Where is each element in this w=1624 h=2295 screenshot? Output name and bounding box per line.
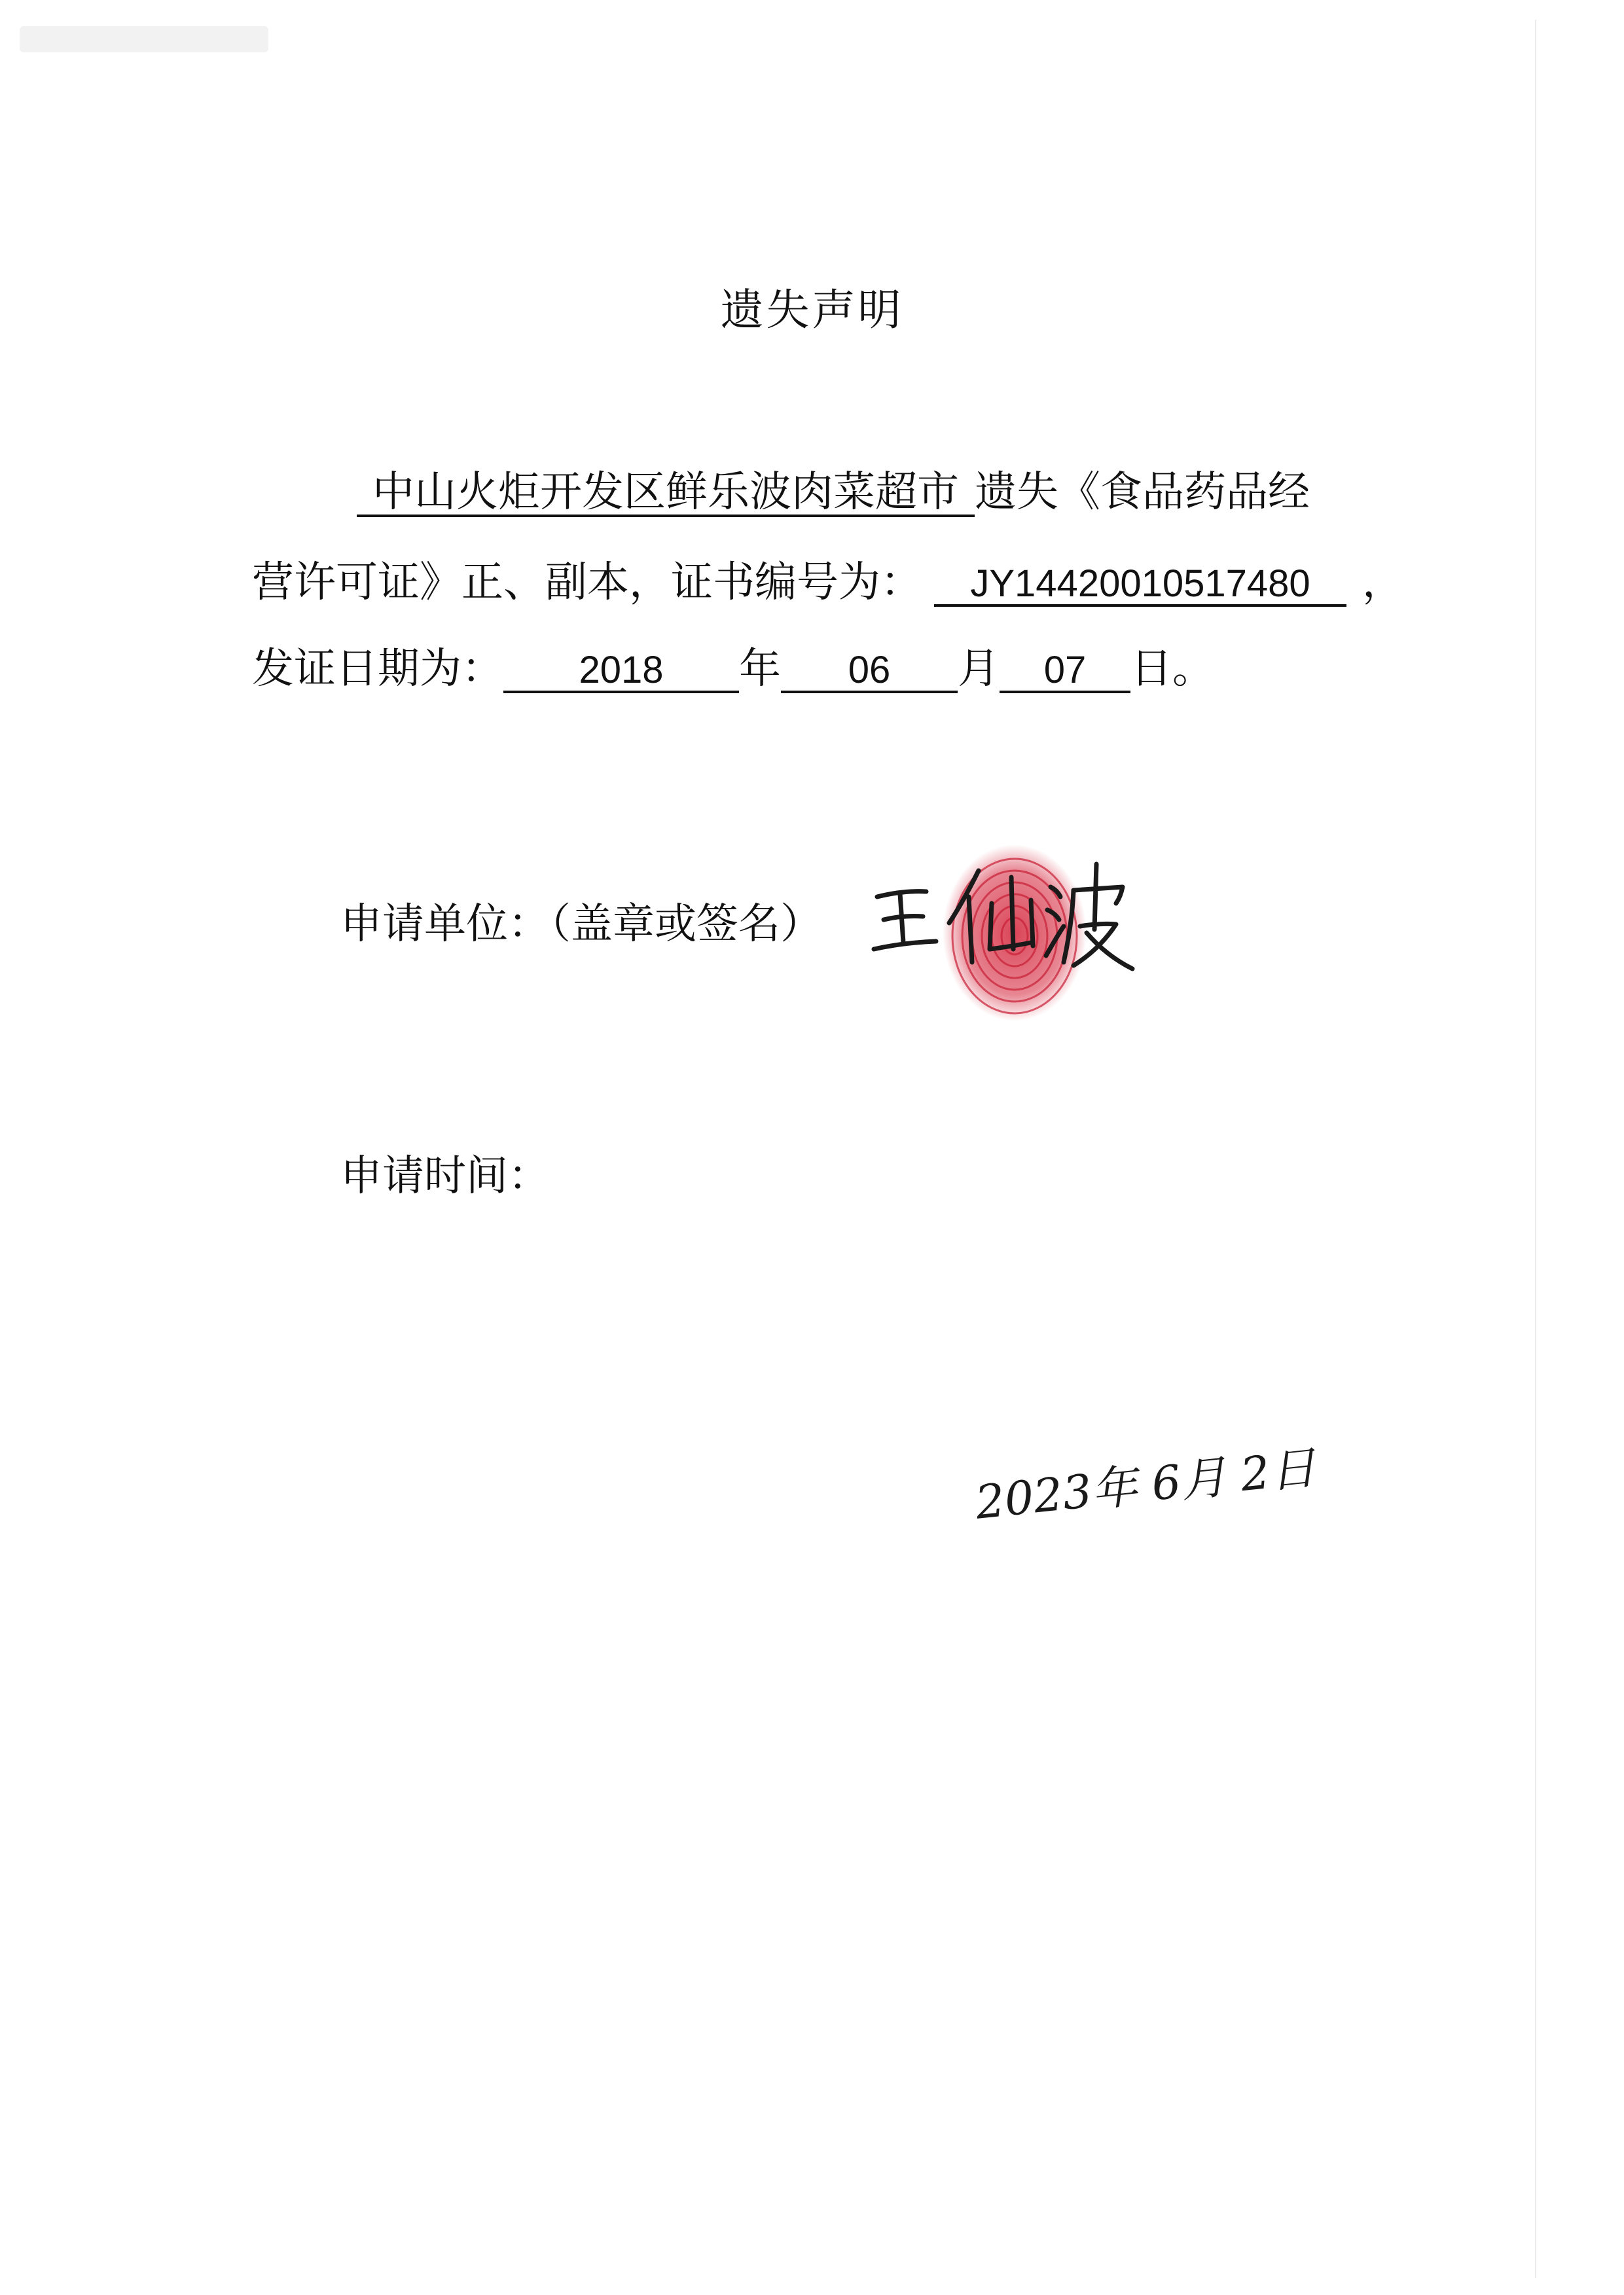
issue-month: 06 [781, 651, 958, 693]
certificate-number: JY14420010517480 [934, 564, 1346, 607]
apply-date-handwritten: 2023年 6月 2日 [973, 1440, 1318, 1530]
company-name: 中山火炬开发区鲜乐波肉菜超市 [357, 471, 975, 517]
apply-time-label: 申请时间： [340, 1152, 550, 1201]
issue-day: 07 [1000, 651, 1130, 693]
paragraph-line-2 [252, 549, 1404, 609]
paragraph-line-3 [252, 635, 1214, 695]
day-char: 日。 [1130, 645, 1214, 693]
applicant-signature [864, 851, 1139, 975]
body-text-4: 发证日期为： [252, 645, 503, 693]
body-text-3: ， [1362, 558, 1404, 607]
month-char: 月 [958, 645, 1000, 693]
scan-smudge [20, 26, 268, 52]
issue-year: 2018 [503, 651, 739, 693]
body-text-1: 遗失《食品药品经 [975, 468, 1310, 516]
applicant-label: 申请单位：（盖章或签名） [340, 900, 822, 949]
paragraph-line-1 [357, 458, 1310, 518]
page-title: 遗失声明 [720, 285, 904, 335]
signature-text: 王仙波 [864, 851, 866, 852]
scan-edge-line [1535, 20, 1536, 2278]
year-char: 年 [739, 645, 781, 693]
body-text-2: 营许可证》正、副本，证书编号为： [252, 558, 922, 607]
